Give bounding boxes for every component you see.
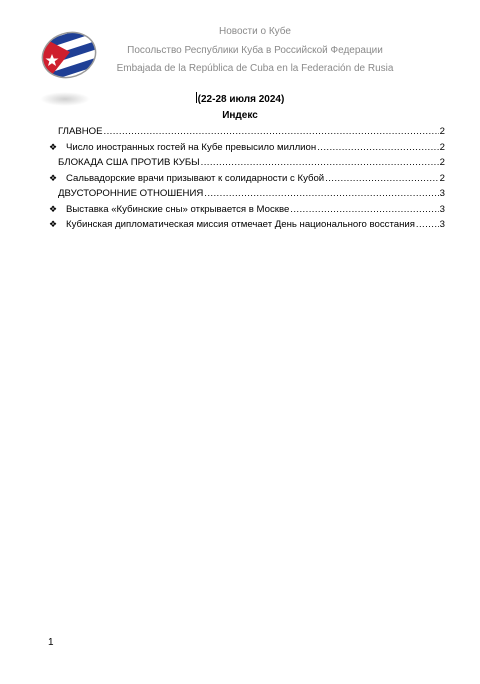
header-embassy-ru: Посольство Республики Куба в Российской Федерации [127, 45, 383, 56]
dot-leader [317, 142, 438, 153]
bullet-diamond-icon: ❖ [49, 141, 58, 152]
toc-entry-text: ДВУСТОРОННИЕ ОТНОШЕНИЯ [58, 188, 204, 199]
toc-item[interactable] [49, 141, 445, 153]
toc-entry-text: Кубинская дипломатическая миссия отмечает День национального восстания [66, 219, 415, 230]
toc-entry-text: Выставка «Кубинские сны» открывается в Москве [66, 203, 290, 215]
dot-leader [290, 204, 438, 215]
date-range-text: (22-28 июля 2024) [197, 94, 285, 105]
page-number: 1 [48, 637, 54, 648]
toc-section[interactable] [58, 126, 445, 137]
dot-leader [325, 173, 438, 184]
toc-page-number: 2 [439, 157, 445, 168]
date-range [0, 92, 480, 105]
toc-page-number: 2 [439, 172, 445, 184]
bullet-diamond-icon: ❖ [49, 203, 58, 214]
toc-section[interactable] [58, 157, 445, 168]
toc-item[interactable] [49, 203, 445, 215]
text-cursor [196, 92, 197, 103]
toc-entry-text: ГЛАВНОЕ [58, 126, 103, 137]
dot-leader [416, 219, 439, 230]
header-title: Новости о Кубе [219, 26, 291, 37]
toc-page-number: 3 [439, 188, 445, 199]
toc-page-number: 3 [439, 203, 445, 215]
cuba-flag-icon [40, 30, 98, 80]
index-title: Индекс [222, 110, 258, 121]
toc-entry-text: Сальвадорские врачи призывают к солидарности с Кубой [66, 172, 325, 184]
toc-entry-text: БЛОКАДА США ПРОТИВ КУБЫ [58, 157, 200, 168]
toc-page-number: 3 [439, 219, 445, 230]
header-embassy-es: Embajada de la República de Cuba en la Federación de Rusia [116, 63, 394, 74]
dot-leader [104, 126, 439, 137]
toc-section[interactable] [58, 188, 445, 199]
toc-page-number: 2 [439, 126, 445, 137]
toc-page-number: 2 [439, 141, 445, 153]
bullet-diamond-icon: ❖ [49, 172, 58, 183]
dot-leader [204, 188, 438, 199]
toc-item[interactable] [49, 219, 445, 230]
toc-entry-text: Число иностранных гостей на Кубе превысило миллион [66, 141, 317, 153]
toc-item[interactable] [49, 172, 445, 184]
dot-leader [201, 157, 439, 168]
bullet-diamond-icon: ❖ [49, 219, 58, 229]
